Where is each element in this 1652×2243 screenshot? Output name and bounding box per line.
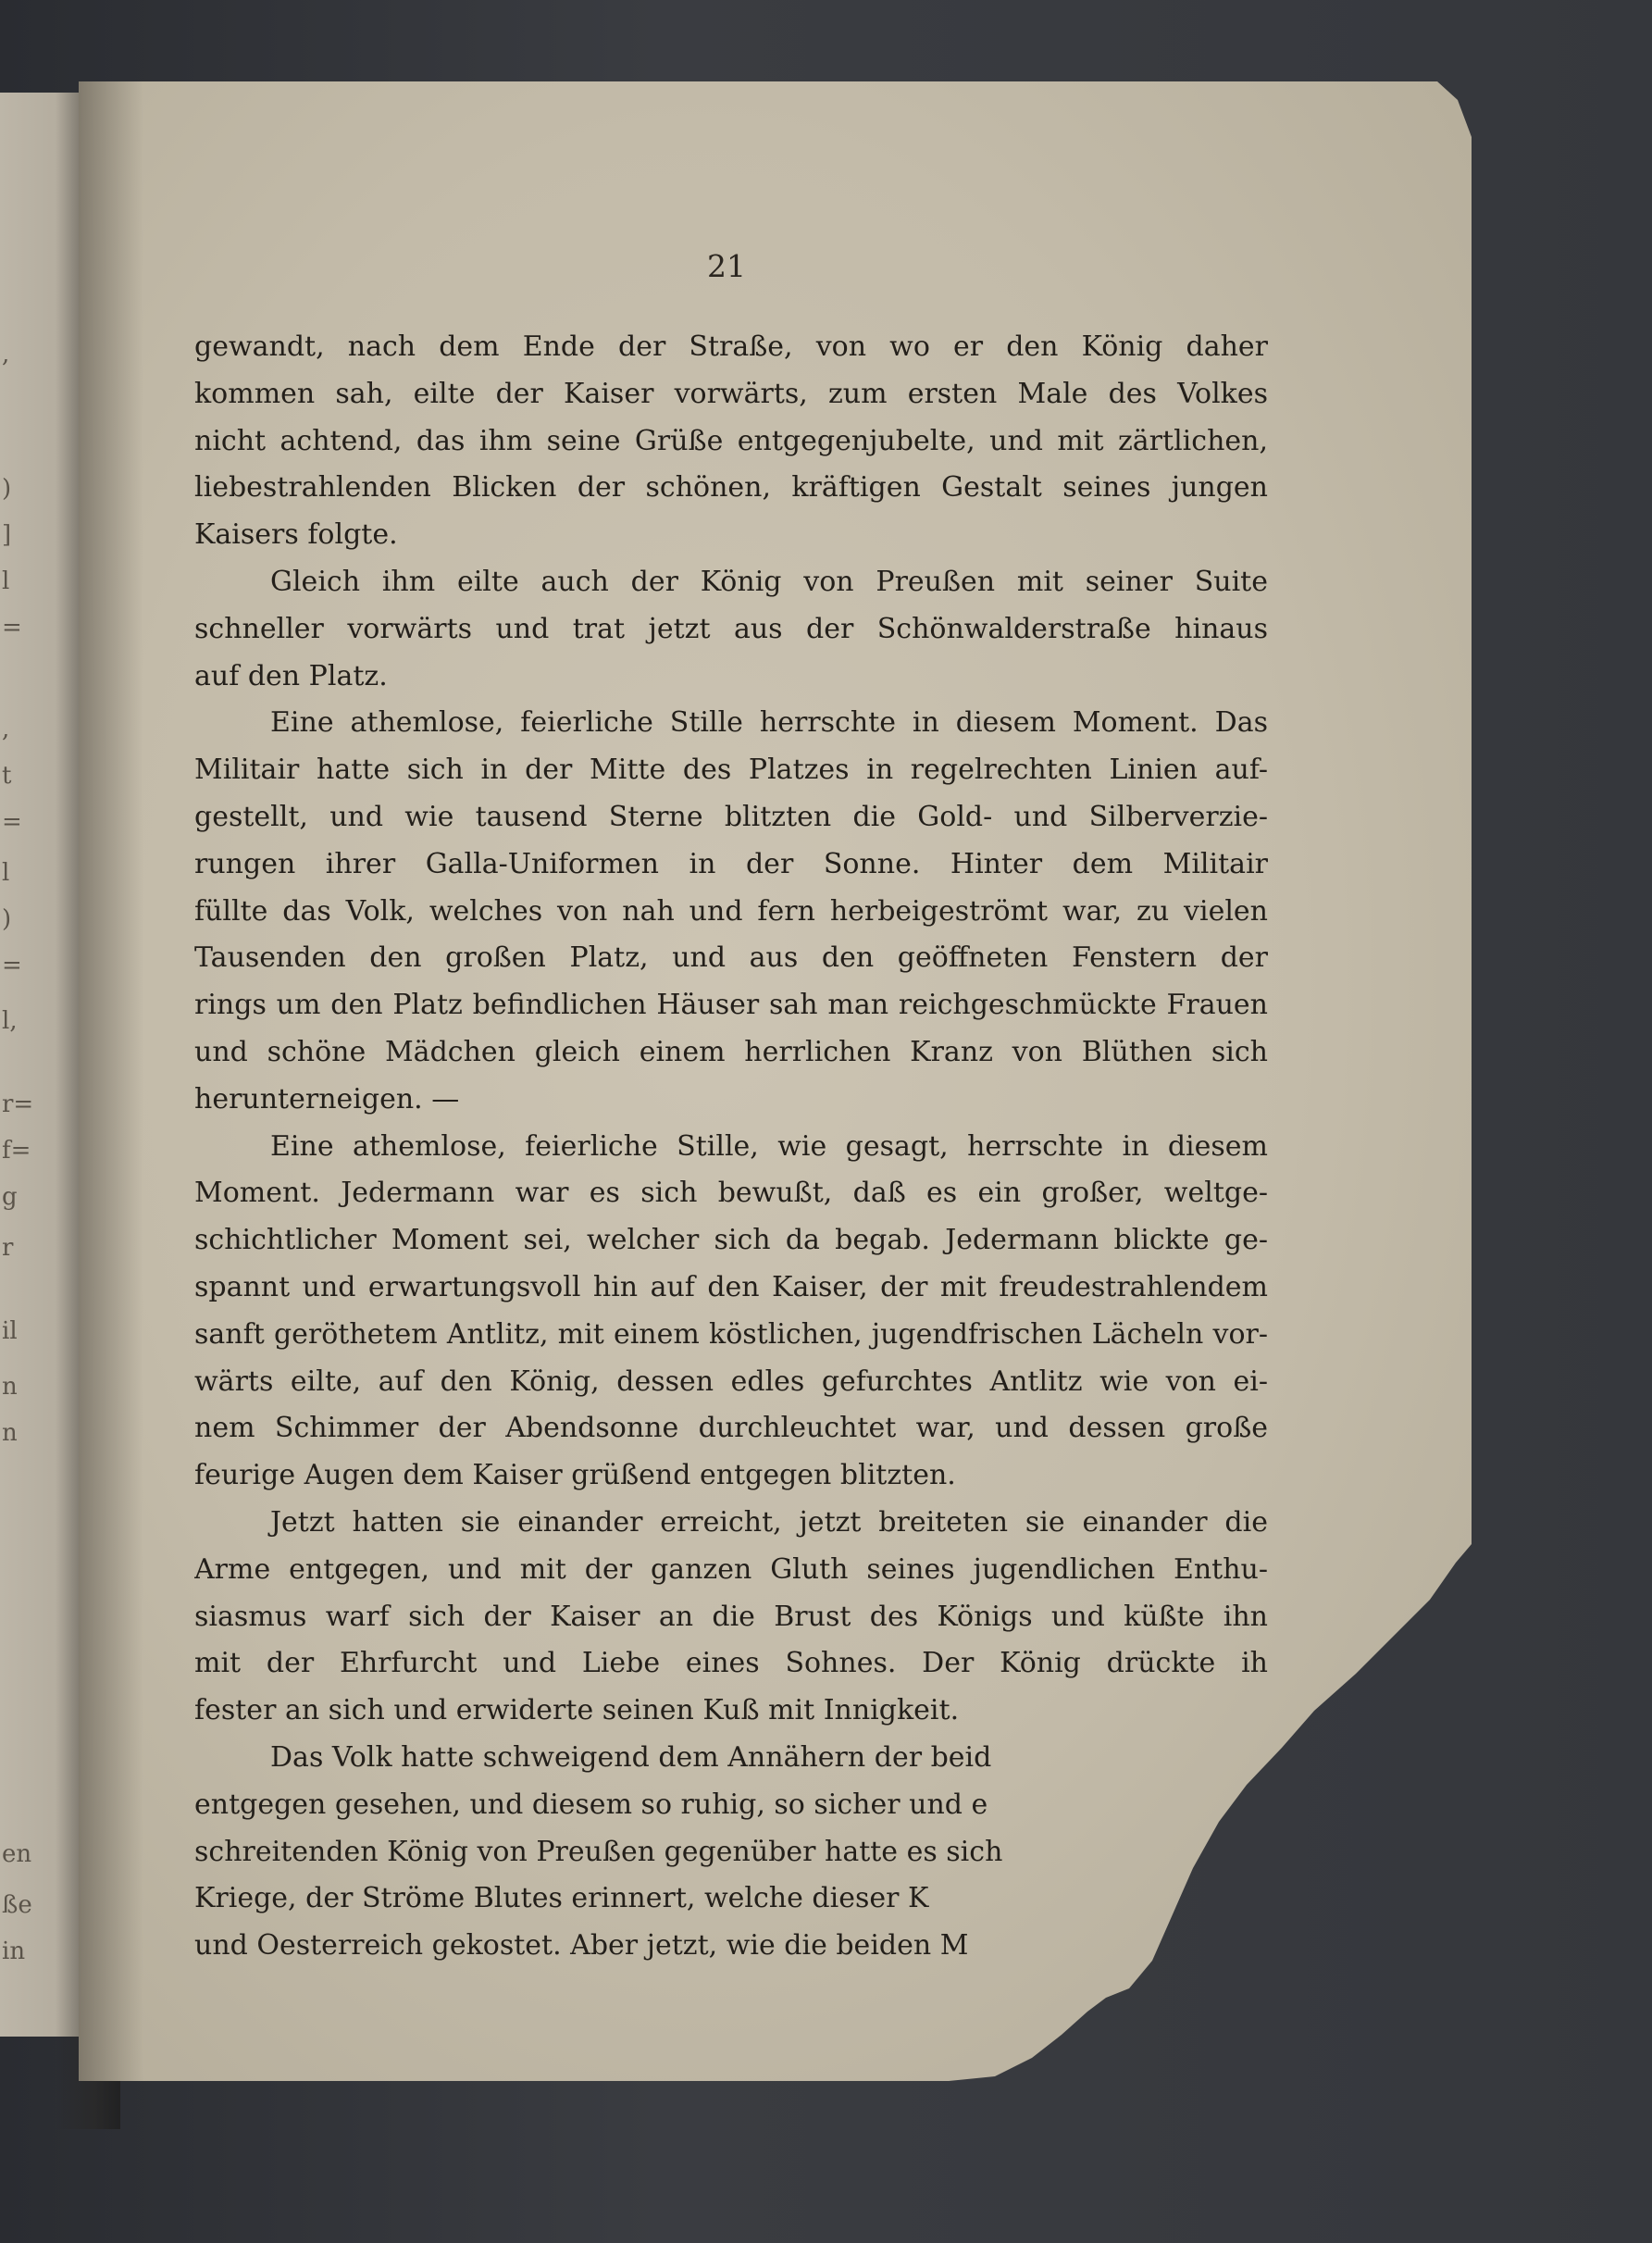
margin-fragment: ] [2, 521, 12, 549]
text-line: Jetzt hatten sie einander erreicht, jetzt breiteten sie einander die [270, 1505, 1268, 1539]
text-line: gestellt, und wie tausend Sterne blitzten die Gold- und Silberverzie- [194, 800, 1268, 833]
margin-fragment: = [2, 952, 22, 979]
margin-fragment: ) [2, 475, 12, 503]
page-body-text [194, 324, 1268, 1970]
margin-fragment: = [2, 808, 22, 836]
text-line: und schöne Mädchen gleich einem herrlichen Kranz von Blüthen sich [194, 1035, 1268, 1068]
text-line: Eine athemlose, feierliche Stille herrschte in diesem Moment. Das [270, 706, 1268, 740]
text-line: schneller vorwärts und trat jetzt aus der Schönwalderstraße hinaus [194, 612, 1268, 645]
margin-fragment: n [2, 1373, 18, 1401]
page-number: 21 [707, 248, 746, 284]
margin-fragment: f= [2, 1137, 31, 1165]
margin-fragment: l, [2, 1007, 18, 1035]
margin-fragment: l [2, 859, 10, 887]
text-line: Das Volk hatte schweigend dem Annähern der beid [270, 1740, 992, 1774]
text-line: Tausenden den großen Platz, und aus den geöffneten Fenstern der [194, 941, 1268, 975]
text-line: herunterneigen. — [194, 1082, 460, 1115]
text-line: spannt und erwartungsvoll hin auf den Kaiser, der mit freudestrahlendem [194, 1270, 1268, 1303]
page-gutter-shadow [79, 81, 143, 2081]
margin-fragment: r [2, 1234, 14, 1262]
margin-fragment: t [2, 762, 12, 790]
text-line: feurige Augen dem Kaiser grüßend entgegen blitzten. [194, 1459, 956, 1492]
text-line: mit der Ehrfurcht und Liebe eines Sohnes. Der König drückte ih [194, 1647, 1268, 1680]
text-line: gewandt, nach dem Ende der Straße, von wo er den König daher [194, 330, 1268, 363]
text-line: schichtlicher Moment sei, welcher sich da begab. Jedermann blickte ge- [194, 1224, 1268, 1257]
text-line: Moment. Jedermann war es sich bewußt, daß es ein großer, weltge- [194, 1177, 1268, 1210]
text-line: siasmus warf sich der Kaiser an die Brust des Königs und küßte ihn [194, 1600, 1268, 1633]
margin-fragment: n [2, 1419, 18, 1447]
margin-fragment: ) [2, 905, 12, 933]
text-line: und Oesterreich gekostet. Aber jetzt, wie die beiden M [194, 1929, 969, 1963]
margin-fragment: en [2, 1840, 32, 1868]
margin-fragment: il [2, 1317, 18, 1345]
text-line: Kaisers folgte. [194, 518, 398, 552]
text-line: liebestrahlenden Blicken der schönen, kräftigen Gestalt seines jungen [194, 471, 1268, 505]
text-line: Militair hatte sich in der Mitte des Platzes in regelrechten Linien auf- [194, 754, 1268, 787]
text-line: rungen ihrer Galla-Uniformen in der Sonne. Hinter dem Militair [194, 847, 1268, 880]
text-line: schreitenden König von Preußen gegenüber hatte es sich [194, 1835, 1003, 1868]
text-line: entgegen gesehen, und diesem so ruhig, so sicher und e [194, 1788, 988, 1821]
text-line: nicht achtend, das ihm seine Grüße entgegenjubelte, und mit zärtlichen, [194, 424, 1268, 457]
margin-fragment: , [2, 716, 10, 743]
previous-page-fragments [0, 93, 37, 2037]
text-line: wärts eilte, auf den König, dessen edles gefurchtes Antlitz wie von ei- [194, 1364, 1268, 1398]
text-line: Eine athemlose, feierliche Stille, wie gesagt, herrschte in diesem [270, 1129, 1268, 1163]
text-line: füllte das Volk, welches von nah und fern herbeigeströmt war, zu vielen [194, 894, 1268, 928]
margin-fragment: = [2, 614, 22, 642]
margin-fragment: l [2, 567, 10, 595]
margin-fragment: in [2, 1938, 26, 1965]
text-line: nem Schimmer der Abendsonne durchleuchtet war, und dessen große [194, 1412, 1268, 1445]
text-line: kommen sah, eilte der Kaiser vorwärts, zum ersten Male des Volkes [194, 377, 1268, 410]
text-line: Kriege, der Ströme Blutes erinnert, welche dieser K [194, 1882, 929, 1915]
text-line: rings um den Platz befindlichen Häuser sah man reichgeschmückte Frauen [194, 989, 1268, 1022]
text-line: auf den Platz. [194, 659, 388, 692]
margin-fragment: , [2, 341, 10, 368]
margin-fragment: ße [2, 1891, 32, 1919]
text-line: sanft geröthetem Antlitz, mit einem köstlichen, jugendfrischen Lächeln vor- [194, 1317, 1268, 1351]
margin-fragment: g [2, 1183, 18, 1211]
margin-fragment: r= [2, 1090, 34, 1118]
text-line: Gleich ihm eilte auch der König von Preußen mit seiner Suite [270, 565, 1268, 598]
text-line: Arme entgegen, und mit der ganzen Gluth seines jugendlichen Enthu- [194, 1552, 1268, 1586]
text-line: fester an sich und erwiderte seinen Kuß mit Innigkeit. [194, 1694, 960, 1727]
